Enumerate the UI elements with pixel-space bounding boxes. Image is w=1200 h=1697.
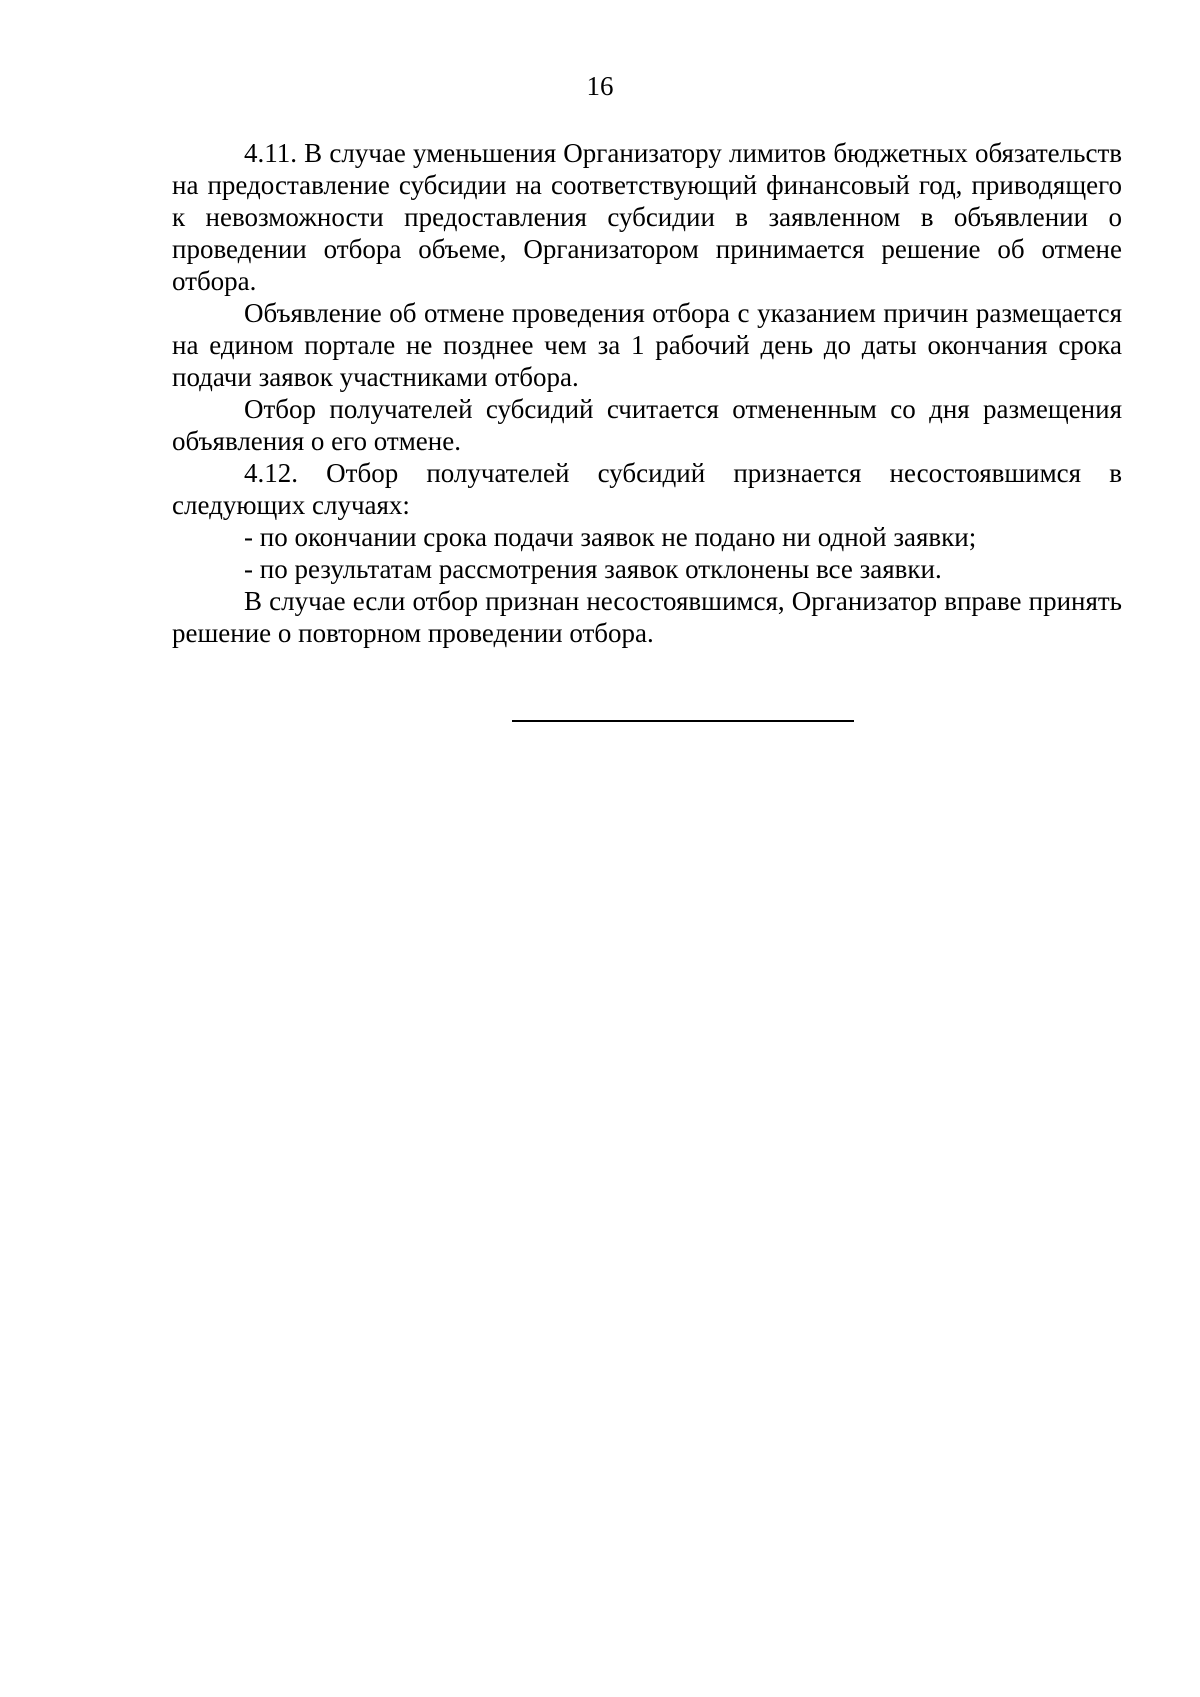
paragraph-cancellation-effective: Отбор получателей субсидий считается отмененным со дня размещения объявления о его отмене.: [172, 394, 1122, 456]
paragraph-repeat-selection: В случае если отбор признан несостоявшимся, Организатор вправе принять решение о повторном проведении отбора.: [172, 586, 1122, 648]
document-body: [172, 137, 1122, 649]
paragraph-cancellation-notice: Объявление об отмене проведения отбора с указанием причин размещается на едином портале не позднее чем за 1 рабочий день до даты окончания срока подачи заявок участниками отбора.: [172, 298, 1122, 392]
list-item-no-applications: - по окончании срока подачи заявок не подано ни одной заявки;: [244, 522, 977, 552]
end-of-document-line: [512, 720, 854, 722]
paragraph-4-11: 4.11. В случае уменьшения Организатору лимитов бюджетных обязательств на предоставление субсидии на соответствующий финансовый год, приводящего к невозможности предоставления субсидии в заявленном в объявлении о проведении отбора объеме, Организатором принимается решение об отмене отбора.: [172, 138, 1122, 296]
list-item-all-rejected: - по результатам рассмотрения заявок отклонены все заявки.: [244, 554, 942, 584]
paragraph-4-12: 4.12. Отбор получателей субсидий признается несостоявшимся в следующих случаях:: [172, 458, 1122, 520]
page-number: 16: [586, 71, 614, 101]
